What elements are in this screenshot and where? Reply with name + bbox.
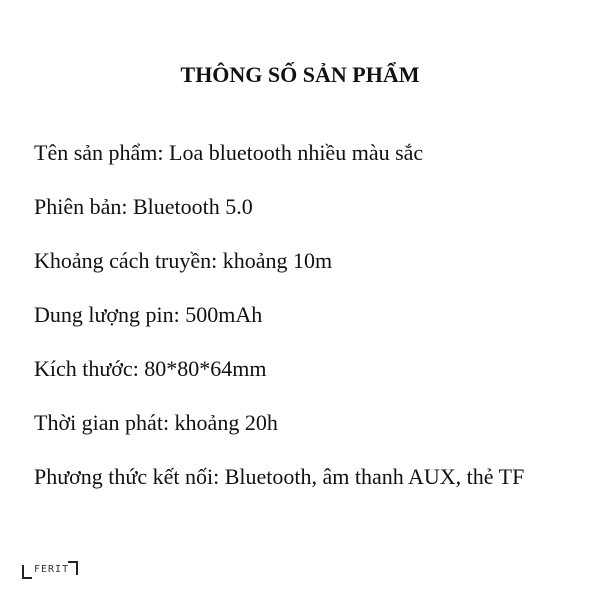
spec-connection: Phương thức kết nối: Bluetooth, âm thanh AUX, thẻ TF — [34, 464, 525, 489]
spec-version: Phiên bản: Bluetooth 5.0 — [34, 194, 253, 219]
logo-bracket-icon — [68, 561, 78, 575]
logo-text: FERIT — [34, 564, 70, 575]
spec-battery: Dung lượng pin: 500mAh — [34, 302, 263, 327]
spec-playtime: Thời gian phát: khoảng 20h — [34, 410, 278, 435]
ferit-logo — [22, 561, 78, 579]
spec-product-name: Tên sản phẩm: Loa bluetooth nhiều màu sắc — [34, 140, 424, 165]
logo-bracket-icon — [22, 565, 32, 579]
page-title: THÔNG SỐ SẢN PHẨM — [180, 62, 420, 87]
spec-size: Kích thước: 80*80*64mm — [34, 356, 267, 381]
spec-range: Khoảng cách truyền: khoảng 10m — [34, 248, 333, 273]
